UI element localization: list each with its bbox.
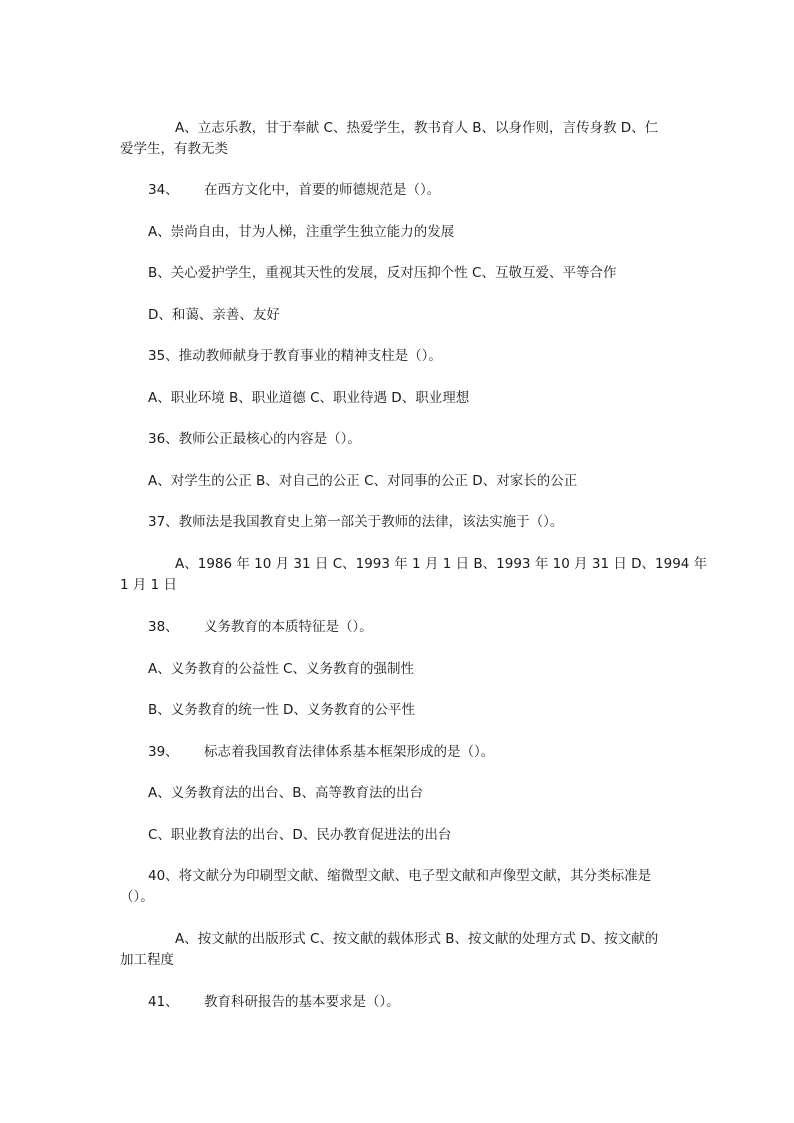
q39-option-ab: A、义务教育法的出台、B、高等教育法的出台 (148, 785, 423, 801)
q37-stem: 37、教师法是我国教育史上第一部关于教师的法律，该法实施于（）。 (148, 514, 564, 530)
q39-question (148, 742, 494, 762)
q34-option-a: A、崇尚自由，甘为人梯，注重学生独立能力的发展 (148, 224, 455, 240)
q33-options-line2: 爱学生，有教无类 (120, 141, 228, 157)
q40-stem-line1: 40、将文献分为印刷型文献、缩微型文献、电子型文献和声像型文献，其分类标准是 (148, 868, 652, 884)
q37-options-line2: 1 月 1 日 (120, 577, 178, 593)
q40-options-line1: A、按文献的出版形式 C、按文献的载体形式 B、按文献的处理方式 D、按文献的 (175, 931, 659, 947)
q37-options-line1: A、1986 年 10 月 31 日 C、1993 年 1 月 1 日 B、1993 年 10 月 31 日 D、1994 年 (175, 556, 708, 572)
q35-stem: 35、推动教师献身于教育事业的精神支柱是（）。 (148, 348, 442, 364)
q39-option-cd: C、职业教育法的出台、D、民办教育促进法的出台 (148, 827, 452, 843)
q40-options-line2: 加工程度 (120, 952, 174, 968)
q39-number: 39、 (148, 744, 179, 760)
q38-option-bd: B、义务教育的统一性 D、义务教育的公平性 (148, 702, 415, 718)
q41-question (148, 992, 400, 1012)
q36-options: A、对学生的公正 B、对自己的公正 C、对同事的公正 D、对家长的公正 (148, 473, 578, 489)
q35-options: A、职业环境 B、职业道德 C、职业待遇 D、职业理想 (148, 390, 470, 406)
q39-stem: 标志着我国教育法律体系基本框架形成的是（）。 (204, 744, 495, 760)
q38-number: 38、 (148, 619, 179, 635)
q34-option-bc: B、关心爱护学生，重视其天性的发展，反对压抑个性 C、互敬互爱、平等合作 (148, 265, 617, 281)
q41-stem: 教育科研报告的基本要求是（）。 (204, 994, 400, 1010)
q38-stem: 义务教育的本质特征是（）。 (204, 619, 373, 635)
q41-number: 41、 (148, 994, 179, 1010)
q34-stem: 在西方文化中，首要的师德规范是（）。 (204, 182, 441, 198)
q36-stem: 36、教师公正最核心的内容是（）。 (148, 431, 361, 447)
q38-option-ac: A、义务教育的公益性 C、义务教育的强制性 (148, 661, 414, 677)
q34-question (148, 180, 440, 200)
q38-question (148, 617, 373, 637)
q33-options-line1: A、立志乐教，甘于奉献 C、热爱学生，教书育人 B、以身作则，言传身教 D、仁 (175, 120, 659, 136)
q34-number: 34、 (148, 182, 179, 198)
q40-stem-line2: （）。 (120, 889, 154, 905)
q34-option-d: D、和蔼、亲善、友好 (148, 307, 280, 323)
